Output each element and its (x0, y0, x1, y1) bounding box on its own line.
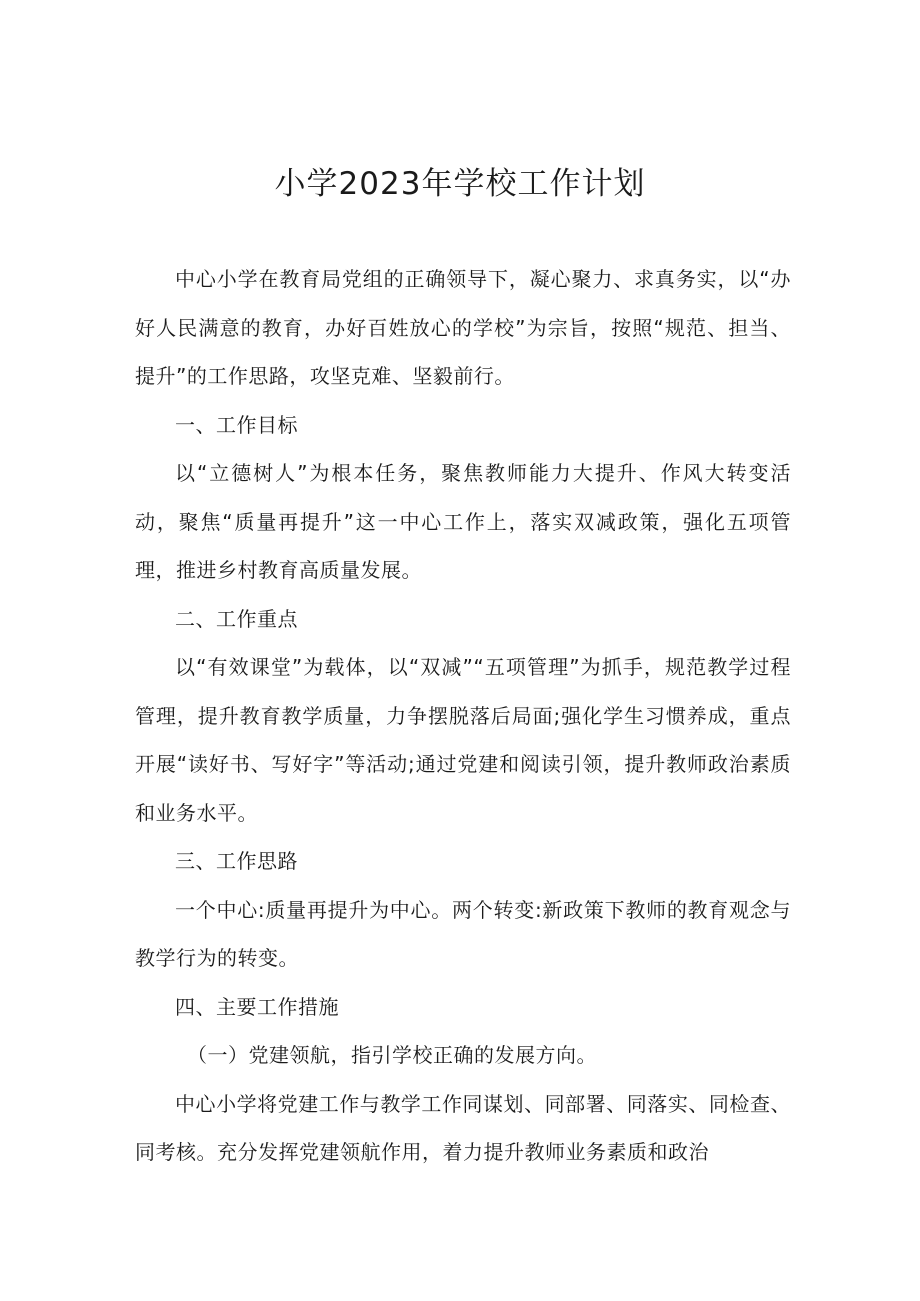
approach-paragraph: 一个中心:质量再提升为中心。两个转变:新政策下教师的教育观念与教学行为的转变。 (135, 897, 791, 970)
goals-paragraph: 以“立德树人”为根本任务，聚焦教师能力大提升、作风大转变活动，聚焦“质量再提升”这一中心工作上，落实双减政策，强化五项管理，推进乡村教育高质量发展。 (135, 461, 791, 582)
section-heading-goals: 一、工作目标 (175, 412, 298, 437)
section-heading-measures: 四、主要工作措施 (175, 994, 339, 1019)
party-building-paragraph: 中心小学将党建工作与教学工作同谋划、同部署、同落实、同检查、同考核。充分发挥党建领航作用，着力提升教师业务素质和政治 (135, 1091, 791, 1164)
document-body (135, 255, 791, 1177)
document-title: 小学2023年学校工作计划 (274, 166, 646, 202)
focus-paragraph: 以“有效课堂”为载体，以“双减”“五项管理”为抓手，规范教学过程管理，提升教育教学质量，力争摆脱落后局面;强化学生习惯养成，重点开展“读好书、写好字”等活动;通过党建和阅读引领，提升教师政治素质和业务水平。 (135, 655, 791, 825)
section-heading-approach: 三、工作思路 (175, 849, 298, 873)
subsection-heading-party-building: （一）党建领航，指引学校正确的发展方向。 (187, 1043, 597, 1067)
intro-paragraph: 中心小学在教育局党组的正确领导下，凝心聚力、求真务实，以“办好人民满意的教育，办好百姓放心的学校”为宗旨，按照“规范、担当、提升”的工作思路，攻坚克难、坚毅前行。 (135, 267, 791, 388)
section-heading-focus: 二、工作重点 (175, 606, 298, 631)
